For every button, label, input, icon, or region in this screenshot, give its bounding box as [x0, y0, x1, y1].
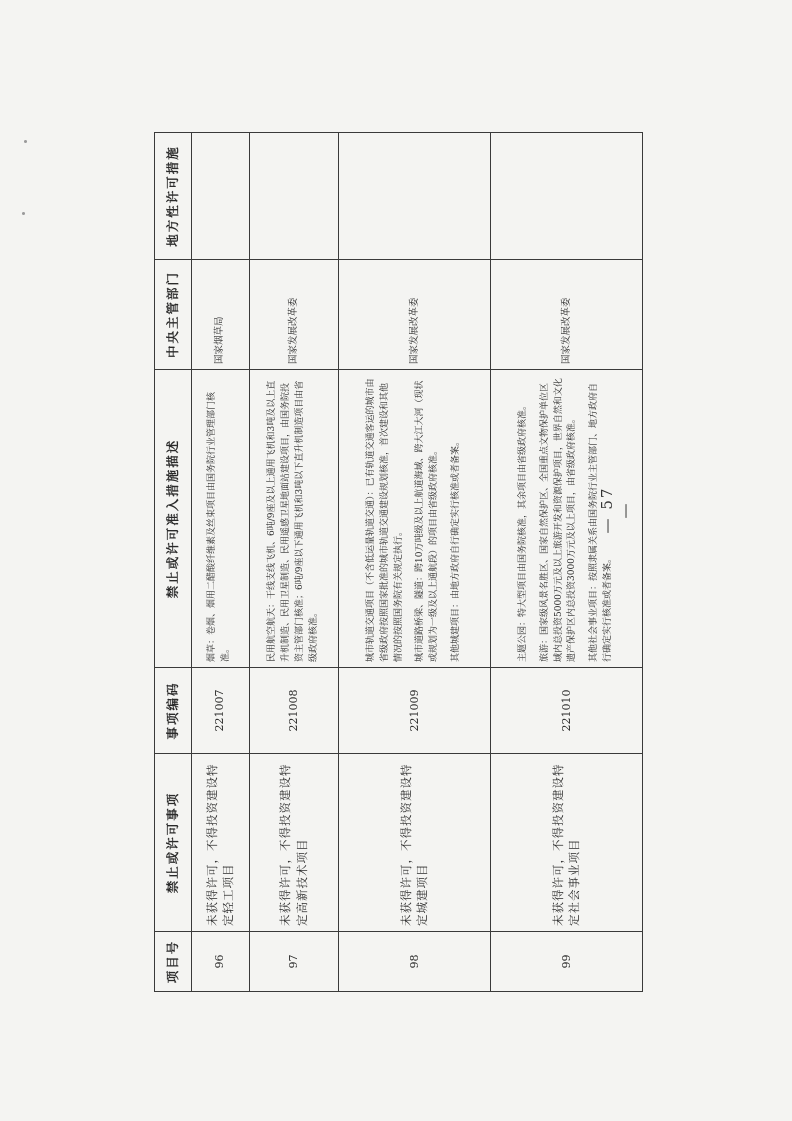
- rotated-page-content: [154, 133, 643, 992]
- header-central-department: 中央主管部门: [155, 260, 192, 370]
- header-item: 禁止或许可事项: [155, 754, 192, 932]
- item-name: 未获得许可，不得投资建设特定社会事业项目: [490, 754, 642, 932]
- item-name: 未获得许可，不得投资建设特定城建项目: [338, 754, 490, 932]
- local-measures: [249, 133, 338, 260]
- header-local-measures: 地方性许可措施: [155, 133, 192, 260]
- measure-text: 其他城建项目：由地方政府自行确定实行核准或者备案。: [451, 436, 462, 662]
- measure-text: 城市道路桥梁、隧道：跨10万吨级及以上航道海域、跨大江大河（现状或规划为一级及以上通航段）的项目由省级政府核准。: [415, 380, 440, 662]
- measures-cell: [192, 370, 250, 668]
- central-department: 国家发展改革委: [338, 260, 490, 370]
- local-measures: [192, 133, 250, 260]
- measure-text: 其他社会事业项目：按照隶属关系由国务院行业主管部门、地方政府自行确定实行核准或者备案。: [589, 382, 614, 662]
- measure-text: 主题公园：特大型项目由国务院核准，其余项目由省级政府核准。: [517, 400, 528, 662]
- table-header-row: [155, 133, 192, 992]
- measure-text: 旅游：国家级风景名胜区、国家自然保护区、全国重点文物保护单位区域内总投资5000万元及以上旅游开发和资源保护项目，世界自然和文化遗产保护区内总投资3000万元及以上项目，由省级政府核准。: [539, 378, 578, 662]
- central-department: 国家发展改革委: [249, 260, 338, 370]
- item-code: 221008: [249, 668, 338, 754]
- table-row: [490, 133, 642, 992]
- item-code: 221007: [192, 668, 250, 754]
- scan-speck: [22, 212, 25, 215]
- item-code: 221010: [490, 668, 642, 754]
- measure-text: 城市轨道交通项目（不含低运量轨道交通）：已有轨道交通客运的城市由省级政府按照国家批准的城市轨道交通建设规划核准，首次建设和其他情况的按照国务院有关规定执行。: [365, 378, 404, 662]
- measures-cell: [338, 370, 490, 668]
- header-measures: 禁止或许可准入措施描述: [155, 370, 192, 668]
- item-name: 未获得许可，不得投资建设特定轻工项目: [192, 754, 250, 932]
- item-code: 221009: [338, 668, 490, 754]
- permission-table: [154, 132, 643, 992]
- measure-text: 烟草：卷烟、烟用二醋酸纤维素及丝束项目由国务院行业管理部门核准。: [207, 391, 232, 662]
- item-name: 未获得许可，不得投资建设特定高新技术项目: [249, 754, 338, 932]
- item-number: 96: [192, 932, 250, 992]
- central-department: 国家烟草局: [192, 260, 250, 370]
- table-row: [192, 133, 250, 992]
- header-item-code: 事项编码: [155, 668, 192, 754]
- local-measures: [338, 133, 490, 260]
- central-department: 国家发展改革委: [490, 260, 642, 370]
- header-item-number: 项目号: [155, 932, 192, 992]
- item-number: 98: [338, 932, 490, 992]
- table-row: [338, 133, 490, 992]
- measure-text: 民用航空航天：干线支线飞机、6吨/9座及以上通用飞机和3吨及以上直升机制造、民用卫星制造、民用遥感卫星地面站建设项目，由国务院投资主管部门核准；6吨/9座以下通用飞机和3吨以下直升机制造项目由省级政府核准。: [266, 380, 319, 662]
- measures-cell: [249, 370, 338, 668]
- item-number: 97: [249, 932, 338, 992]
- table-row: [249, 133, 338, 992]
- scan-speck: [24, 140, 27, 143]
- item-number: 99: [490, 932, 642, 992]
- local-measures: [490, 133, 642, 260]
- page-number: — 57 —: [598, 486, 634, 534]
